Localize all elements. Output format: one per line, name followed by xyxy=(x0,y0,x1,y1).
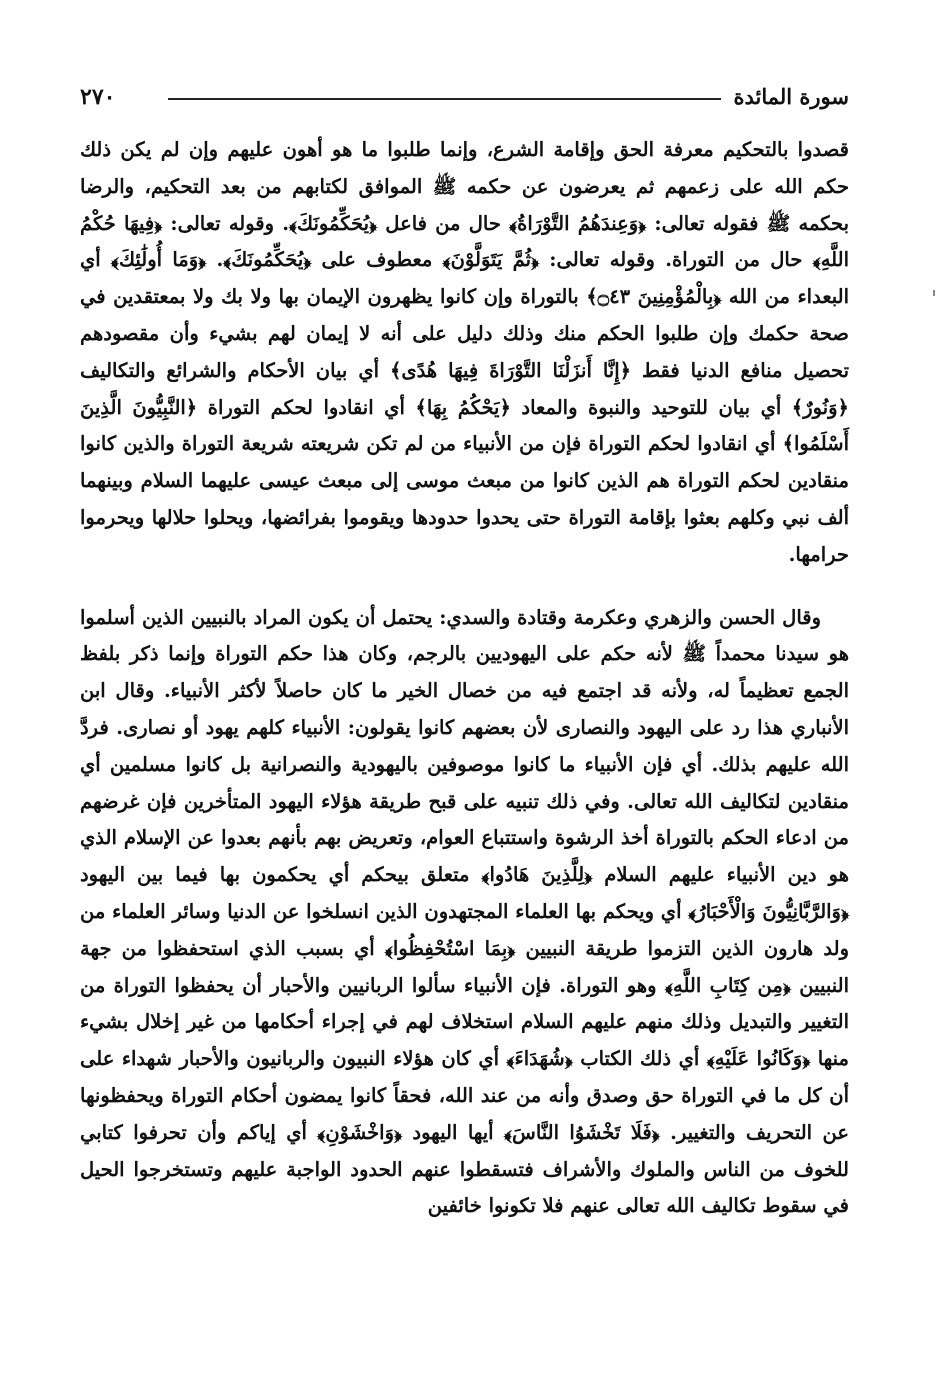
page-header xyxy=(80,80,849,114)
page-number: ٢٧٠ xyxy=(80,84,116,110)
page-body xyxy=(80,132,849,1225)
surah-title: سورة المائدة xyxy=(733,84,849,109)
paragraph-1: قصدوا بالتحكيم معرفة الحق وإقامة الشرع، وإنما طلبوا ما هو أهون عليهم وإن لم يكن ذلك حكم الله على زعمهم ثم يعرضون عن حكمه ﷺ الموافق لكتابهم من بعد التحكيم، والرضا بحكمه ﷺ فقوله تعالى: ﴿وَعِندَهُمُ التَّوْرَاةُ﴾ حال من فاعل ﴿يُحَكِّمُونَكَ﴾. وقوله تعالى: ﴿فِيهَا حُكْمُ اللَّهِ﴾ حال من التوراة. وقوله تعالى: ﴿ثُمَّ يَتَوَلَّوْنَ﴾ معطوف على ﴿يُحَكِّمُونَكَ﴾. ﴿وَمَا أُولَٰئِكَ﴾ أي البعداء من الله ﴿بِالْمُؤْمِنِينَ ۝٤٣﴾ بالتوراة وإن كانوا يظهرون الإيمان بها ولا بك ولا بمعتقدين في صحة حكمك وإن طلبوا الحكم منك وذلك دليل على أنه لا إيمان لهم بشيء وأن مقصودهم تحصيل منافع الدنيا فقط ﴿إِنَّا أَنزَلْنَا التَّوْرَاةَ فِيهَا هُدًى﴾ أي بيان الأحكام والشرائع والتكاليف ﴿وَنُورٌ﴾ أي بيان للتوحيد والنبوة والمعاد ﴿يَحْكُمُ بِهَا﴾ أي انقادوا لحكم التوراة ﴿النَّبِيُّونَ الَّذِينَ أَسْلَمُوا﴾ أي انقادوا لحكم التوراة فإن من الأنبياء من لم تكن شريعته شريعة التوراة والذين كانوا منقادين لحكم التوراة هم الذين كانوا من مبعث موسى إلى مبعث عيسى عليهما السلام وبينهما ألف نبي وكلهم بعثوا بإقامة التوراة حتى يحدوا حدودها ويقوموا بفرائضها، ويحلوا حلالها ويحرموا حرامها. xyxy=(80,138,849,566)
scan-edge-mark xyxy=(933,290,935,296)
header-rule xyxy=(168,98,721,100)
paragraph-2: وقال الحسن والزهري وعكرمة وقتادة والسدي: يحتمل أن يكون المراد بالنبيين الذين أسلموا هو سيدنا محمداً ﷺ لأنه حكم على اليهوديين بالرجم، وكان هذا حكم التوراة وإنما ذكر بلفظ الجمع تعظيماً له، ولأنه قد اجتمع فيه من خصال الخير ما كان حاصلاً لأكثر الأنبياء. وقال ابن الأنباري هذا رد على اليهود والنصارى لأن بعضهم كانوا يقولون: الأنبياء كلهم يهود أو نصارى. فردَّ الله عليهم بذلك. أي فإن الأنبياء ما كانوا موصوفين باليهودية والنصرانية بل كانوا مسلمين أي منقادين لتكاليف الله تعالى. وفي ذلك تنبيه على قبح طريقة هؤلاء اليهود المتأخرين فإن غرضهم من ادعاء الحكم بالتوراة أخذ الرشوة واستتباع العوام، وتعريض بهم بأنهم بعدوا عن الإسلام الذي هو دين الأنبياء عليهم السلام ﴿لِلَّذِينَ هَادُوا﴾ متعلق بيحكم أي يحكمون بها فيما بين اليهود ﴿وَالرَّبَّانِيُّونَ وَالْأَحْبَارُ﴾ أي ويحكم بها العلماء المجتهدون الذين انسلخوا عن الدنيا وسائر العلماء من ولد هارون الذين التزموا طريقة النبيين ﴿بِمَا اسْتُحْفِظُوا﴾ أي بسبب الذي استحفظوا من جهة النبيين ﴿مِن كِتَابِ اللَّهِ﴾ وهو التوراة. فإن الأنبياء سألوا الربانيين والأحبار أن يحفظوا التوراة من التغيير والتبديل وذلك منهم عليهم السلام استخلاف لهم في إجراء أحكامها من غير إخلال بشيء منها ﴿وَكَانُوا عَلَيْهِ﴾ أي ذلك الكتاب ﴿شُهَدَاءَ﴾ أي كان هؤلاء النبيون والربانيون والأحبار شهداء على أن كل ما في التوراة حق وصدق وأنه من عند الله، فحقاً كانوا يمضون أحكام التوراة ويحفظونها عن التحريف والتغيير. ﴿فَلَا تَخْشَوُا النَّاسَ﴾ أيها اليهود ﴿وَاخْشَوْنِ﴾ أي إياكم وأن تحرفوا كتابي للخوف من الناس والملوك والأشراف فتسقطوا عنهم الحدود الواجبة عليهم وتستخرجوا الحيل في سقوط تكاليف الله تعالى عنهم فلا تكونوا خائفين xyxy=(80,605,849,1218)
